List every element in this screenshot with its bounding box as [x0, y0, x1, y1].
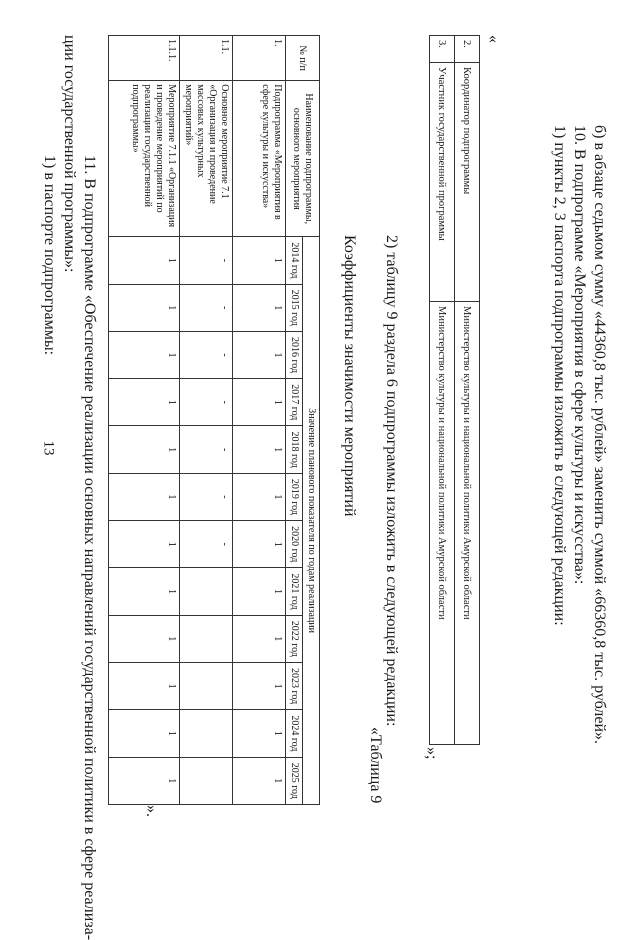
row-value: - [180, 237, 233, 284]
header-year: 2015 год [286, 284, 303, 331]
header-year: 2016 год [286, 331, 303, 378]
row-value: 1 [233, 757, 286, 804]
row-value: 1 [233, 615, 286, 662]
paragraph-11b: ции государственной программы»: [61, 35, 78, 273]
paragraph-1: 1) пункты 2, 3 паспорта подпрограммы изложить в следующей редакции: [551, 125, 568, 626]
paragraph-2: 2) таблицу 9 раздела 6 подпрограммы изложить в следующей редакции: [383, 235, 400, 727]
header-year: 2024 год [286, 710, 303, 757]
row-value [180, 757, 233, 804]
header-year: 2019 год [286, 473, 303, 520]
row-num: 1. [233, 36, 286, 81]
header-year: 2020 год [286, 521, 303, 568]
close-quote-1: »; [423, 747, 440, 760]
table-row [455, 36, 480, 745]
row-value: 1 [109, 757, 180, 804]
passport-row-label: Участник государственной программы [430, 63, 455, 302]
row-value: - [180, 473, 233, 520]
row-value: 1 [233, 710, 286, 757]
row-value: - [180, 521, 233, 568]
passport-row-value: Министерство культуры и национальной политики Амурской области [455, 302, 480, 745]
row-value: 1 [233, 521, 286, 568]
row-value: 1 [233, 379, 286, 426]
header-year: 2018 год [286, 426, 303, 473]
paragraph-10: 10. В подпрограмме «Мероприятия в сфере культуры и искусства»: [571, 125, 588, 585]
table-row [233, 36, 286, 805]
open-quote: « [485, 35, 502, 43]
header-group: Значение планового показателя по годам реализации [303, 237, 320, 805]
row-value: 1 [109, 710, 180, 757]
table-row [430, 36, 455, 745]
row-value: 1 [109, 473, 180, 520]
row-value: 1 [109, 237, 180, 284]
row-value [180, 568, 233, 615]
row-value: - [180, 284, 233, 331]
row-value: 1 [109, 662, 180, 709]
header-year: 2022 год [286, 615, 303, 662]
row-name: Подпрограмма «Мероприятия в сфере культуры и искусства» [233, 81, 286, 237]
paragraph-b: б) в абзаце седьмом сумму «44360,8 тыс. рублей» заменить суммой «66360,8 тыс. рублей». [591, 125, 608, 745]
row-value: - [180, 379, 233, 426]
row-value: 1 [109, 426, 180, 473]
row-value: 1 [109, 521, 180, 568]
row-value [180, 615, 233, 662]
row-num: 1.1. [180, 36, 233, 81]
row-num: 1.1.1. [109, 36, 180, 81]
row-value: 1 [109, 284, 180, 331]
header-year: 2021 год [286, 568, 303, 615]
passport-row-num: 2. [455, 36, 480, 63]
passport-table [429, 35, 480, 745]
row-name: Мероприятие 7.1.1 «Организация и проведение мероприятий по реализации государственной подпрограммы» [109, 81, 180, 237]
row-value: 1 [233, 331, 286, 378]
table-title: Коэффициенты значимости мероприятий [341, 235, 358, 517]
passport-row-value: Министерство культуры и национальной политики Амурской области [430, 302, 455, 745]
row-value: 1 [109, 379, 180, 426]
row-value: 1 [233, 426, 286, 473]
passport-row-num: 3. [430, 36, 455, 63]
row-value: 1 [233, 237, 286, 284]
row-value: 1 [233, 473, 286, 520]
header-year: 2017 год [286, 379, 303, 426]
rotated-document-sheet [20, 5, 620, 940]
header-year: 2023 год [286, 662, 303, 709]
header-year: 2025 год [286, 757, 303, 804]
passport-row-label: Координатор подпрограммы [455, 63, 480, 302]
row-value: - [180, 331, 233, 378]
row-value [180, 662, 233, 709]
row-value: - [180, 426, 233, 473]
close-quote-2: ». [143, 805, 160, 817]
page-number: 13 [40, 440, 57, 456]
header-name: Наименование подпрограммы, основного мероприятия [286, 81, 320, 237]
table-label: «Таблица 9 [367, 727, 384, 804]
table-row [180, 36, 233, 805]
header-year: 2014 год [286, 237, 303, 284]
header-num: № п/п [286, 36, 320, 81]
row-value: 1 [109, 568, 180, 615]
row-value: 1 [109, 615, 180, 662]
row-value: 1 [109, 331, 180, 378]
row-name: Основное мероприятие 7.1 «Организация и проведение массовых культурных мероприятий» [180, 81, 233, 237]
row-value: 1 [233, 568, 286, 615]
paragraph-11c: 1) в паспорте подпрограммы: [41, 155, 58, 356]
row-value [180, 710, 233, 757]
significance-table [108, 35, 320, 805]
row-value: 1 [233, 662, 286, 709]
paragraph-11a: 11. В подпрограмме «Обеспечение реализации основных направлений государственной политики в сфере реализа- [81, 155, 98, 940]
row-value: 1 [233, 284, 286, 331]
table-row [109, 36, 180, 805]
